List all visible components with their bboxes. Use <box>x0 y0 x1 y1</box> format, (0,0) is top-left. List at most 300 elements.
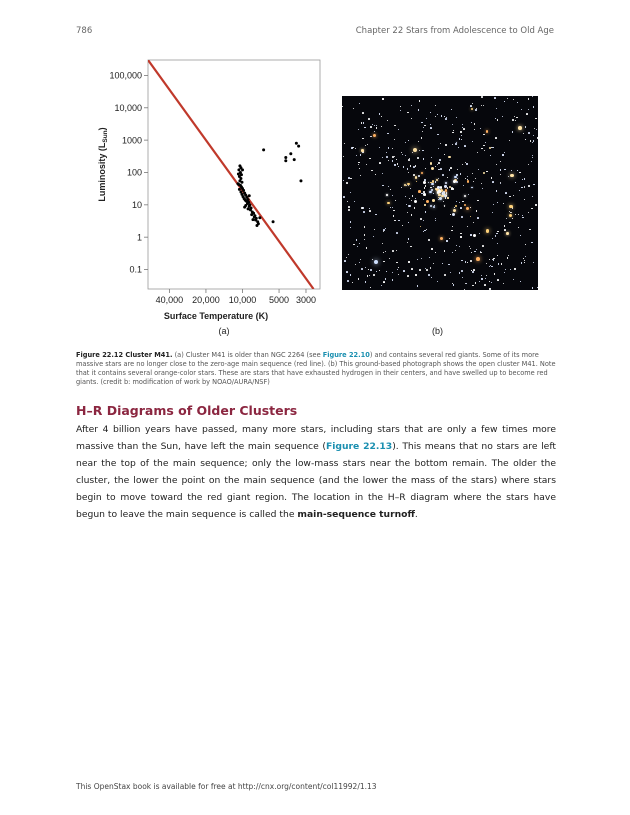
star <box>346 271 348 273</box>
star <box>418 190 421 193</box>
star <box>381 285 382 286</box>
star <box>453 130 454 131</box>
star <box>500 174 501 175</box>
star <box>426 118 427 119</box>
x-tick-label: 40,000 <box>155 295 184 305</box>
star <box>515 120 516 121</box>
star <box>379 147 380 148</box>
star <box>405 196 406 197</box>
star <box>411 268 413 270</box>
star <box>507 257 508 258</box>
star <box>514 268 515 269</box>
star <box>453 284 454 285</box>
star <box>467 180 470 183</box>
star <box>415 165 416 166</box>
star <box>452 226 453 227</box>
star <box>382 173 383 174</box>
star <box>532 142 533 143</box>
star <box>489 266 490 267</box>
star <box>479 233 480 234</box>
star <box>512 119 514 121</box>
star <box>521 187 523 189</box>
star <box>369 208 370 209</box>
star <box>350 274 352 276</box>
star <box>370 136 372 138</box>
star <box>480 128 481 129</box>
star <box>392 160 394 162</box>
star <box>413 148 417 152</box>
caption-text-1: (a) Cluster M41 is older than NGC 2264 (see <box>174 351 323 359</box>
star <box>358 129 359 130</box>
star <box>398 166 399 167</box>
star <box>471 122 472 123</box>
star <box>358 278 359 279</box>
star <box>439 197 442 200</box>
star <box>504 272 505 273</box>
star <box>423 158 424 159</box>
star <box>477 200 478 201</box>
star <box>406 185 407 186</box>
caption-text-2: ) and contains several red giants. Some of its more massive stars are no longer close to the zero-age main sequence (red line). (b) This ground-based photograph shows the open cluster M41. Note that it contains several orange-color stars. These are stars that have exhausted hydrogen in their centers, and have swelled up to become red giants. (credit b: modification of work by NOAO/AURA/NSF) <box>76 351 556 387</box>
star <box>476 108 477 109</box>
star <box>464 145 466 147</box>
star <box>359 243 360 244</box>
star <box>447 177 448 178</box>
star <box>403 270 405 272</box>
star <box>514 116 516 118</box>
star <box>392 279 393 280</box>
star <box>496 108 497 109</box>
star <box>414 200 417 203</box>
star <box>364 226 365 227</box>
y-axis-label: Luminosity $(L_{Sun})$ <box>97 127 109 202</box>
star <box>480 252 482 254</box>
caption-figure-link[interactable]: Figure 22.10 <box>322 351 370 359</box>
x-tick-label: 10,000 <box>228 295 257 305</box>
star <box>376 125 377 126</box>
star <box>474 251 475 252</box>
star <box>443 201 444 202</box>
x-axis-label: Surface Temperature (K) <box>163 311 269 321</box>
star <box>406 204 407 205</box>
star <box>444 116 445 117</box>
star <box>524 199 525 200</box>
star <box>470 216 472 218</box>
star <box>398 274 399 275</box>
figure-caption <box>76 351 556 387</box>
star <box>420 226 421 227</box>
star <box>437 114 438 115</box>
star <box>477 152 478 153</box>
star <box>375 174 376 175</box>
data-point <box>250 213 253 216</box>
data-point <box>241 168 244 171</box>
star <box>458 147 459 148</box>
star <box>407 168 408 169</box>
star <box>483 105 484 106</box>
star <box>471 187 472 188</box>
star <box>481 278 482 279</box>
star <box>517 170 518 171</box>
star <box>433 186 434 187</box>
star <box>451 109 452 110</box>
star <box>473 181 474 182</box>
star <box>428 274 430 276</box>
data-point <box>258 216 261 219</box>
star <box>509 205 512 208</box>
star <box>508 255 509 256</box>
star <box>408 222 409 223</box>
star <box>435 218 436 219</box>
star <box>455 205 457 207</box>
star <box>505 192 507 194</box>
star <box>344 260 346 262</box>
star <box>504 229 506 231</box>
star <box>429 257 430 258</box>
star <box>348 209 350 211</box>
star <box>460 173 462 175</box>
star <box>361 268 363 270</box>
star <box>440 143 441 144</box>
star <box>362 138 363 139</box>
star <box>424 179 426 181</box>
star <box>392 272 393 273</box>
star <box>526 113 528 115</box>
star <box>375 214 376 215</box>
star <box>528 185 530 187</box>
star <box>386 194 388 196</box>
paragraph-key-term: main-sequence turnoff <box>297 508 415 520</box>
star <box>352 282 353 283</box>
star <box>444 185 446 187</box>
star <box>450 214 451 215</box>
star <box>347 280 349 282</box>
star <box>461 216 463 218</box>
star <box>486 263 487 264</box>
star <box>386 152 387 153</box>
star <box>476 210 478 212</box>
star <box>408 205 410 207</box>
star <box>421 137 423 139</box>
star <box>464 204 466 206</box>
star <box>371 170 372 171</box>
star <box>457 169 458 170</box>
star <box>533 140 535 142</box>
star <box>512 218 513 219</box>
star <box>501 263 502 264</box>
data-point <box>284 159 287 162</box>
star <box>431 277 432 278</box>
star <box>435 188 437 190</box>
data-point <box>251 218 254 221</box>
star <box>400 106 401 107</box>
star <box>472 141 473 142</box>
star <box>518 126 522 130</box>
star <box>446 192 448 194</box>
star <box>474 123 476 125</box>
star <box>425 168 426 169</box>
star <box>502 116 503 117</box>
star <box>454 207 455 208</box>
star <box>389 258 390 259</box>
star <box>385 228 386 229</box>
star <box>472 103 473 104</box>
star <box>521 109 522 110</box>
star <box>435 252 436 253</box>
star <box>509 222 510 223</box>
star <box>449 169 451 171</box>
star <box>496 164 497 165</box>
star <box>382 157 383 158</box>
star <box>489 288 490 289</box>
star <box>393 210 394 211</box>
star <box>470 248 471 249</box>
star <box>457 178 458 179</box>
panel-label-a: (a) <box>218 326 230 336</box>
star <box>370 126 372 128</box>
star <box>452 213 455 216</box>
star <box>498 263 499 264</box>
star <box>455 250 456 251</box>
star <box>532 287 533 288</box>
star <box>355 148 356 149</box>
star <box>398 129 399 130</box>
star <box>444 154 445 155</box>
star <box>515 214 516 215</box>
star <box>386 156 388 158</box>
star <box>528 98 529 99</box>
star <box>382 243 383 244</box>
star <box>459 202 460 203</box>
star <box>497 119 498 120</box>
star <box>415 176 417 178</box>
star <box>347 201 348 202</box>
star <box>361 207 363 209</box>
star <box>462 124 463 125</box>
star <box>386 271 387 272</box>
star <box>533 262 534 263</box>
star <box>452 252 453 253</box>
star <box>424 125 425 126</box>
star <box>373 236 374 237</box>
star <box>471 108 474 111</box>
star <box>385 251 386 252</box>
star <box>348 254 349 255</box>
star <box>346 257 347 258</box>
y-tick-label: 10,000 <box>114 102 142 113</box>
star <box>511 212 512 213</box>
star <box>392 250 394 252</box>
star <box>394 156 395 157</box>
star <box>350 221 352 223</box>
star <box>360 259 361 260</box>
star <box>425 211 426 212</box>
star <box>500 169 502 171</box>
star <box>365 267 366 268</box>
star <box>376 271 377 272</box>
section-title: H–R Diagrams of Older Clusters <box>76 403 298 418</box>
y-tick-label: 100 <box>126 167 142 178</box>
star <box>525 244 526 245</box>
star <box>504 152 505 153</box>
star <box>353 108 354 109</box>
star <box>411 200 412 201</box>
star <box>363 122 364 123</box>
star <box>491 282 493 284</box>
star <box>465 178 466 179</box>
data-point <box>237 183 240 186</box>
star <box>525 256 526 257</box>
star <box>472 173 473 174</box>
star <box>356 155 357 156</box>
star <box>524 187 525 188</box>
data-point <box>237 172 240 175</box>
star <box>385 278 386 279</box>
star <box>408 238 410 240</box>
star <box>395 200 396 201</box>
star <box>415 198 416 199</box>
star <box>359 262 360 263</box>
star <box>388 147 389 148</box>
star <box>466 207 470 211</box>
star <box>422 150 424 152</box>
star <box>407 112 409 114</box>
star <box>441 195 443 197</box>
star <box>384 282 385 283</box>
star <box>444 195 446 197</box>
star <box>464 289 465 290</box>
star <box>478 169 479 170</box>
star <box>459 138 460 139</box>
star <box>412 152 413 153</box>
star <box>366 164 367 165</box>
paragraph-figure-link[interactable]: Figure 22.13 <box>325 440 393 452</box>
star <box>387 133 388 134</box>
star <box>510 174 514 178</box>
star <box>374 125 375 126</box>
star <box>537 137 538 138</box>
star <box>456 245 457 246</box>
star <box>359 103 360 104</box>
star <box>392 156 394 158</box>
star <box>368 269 369 270</box>
star <box>410 246 411 247</box>
y-tick-label: 1 <box>136 232 142 243</box>
star <box>382 98 383 99</box>
star <box>490 155 491 156</box>
star <box>421 258 422 259</box>
star <box>493 204 494 205</box>
star <box>403 166 404 167</box>
star <box>533 184 535 186</box>
star <box>383 252 384 253</box>
star <box>474 129 475 130</box>
star <box>419 269 421 271</box>
star <box>418 109 419 110</box>
star <box>495 236 496 237</box>
star <box>444 206 445 207</box>
star <box>456 181 458 183</box>
star <box>408 261 409 262</box>
star <box>471 252 472 253</box>
star <box>475 109 477 111</box>
star <box>344 143 345 144</box>
star <box>433 206 436 209</box>
star <box>435 220 436 221</box>
star <box>489 147 491 149</box>
star <box>381 116 382 117</box>
star <box>358 162 359 163</box>
star <box>507 98 508 99</box>
star <box>505 269 506 270</box>
star <box>430 268 431 269</box>
star <box>394 220 396 222</box>
star <box>430 205 432 207</box>
star <box>532 196 533 197</box>
star <box>462 201 464 203</box>
data-point <box>255 224 258 227</box>
star <box>497 202 498 203</box>
star <box>396 250 397 251</box>
star <box>366 247 367 248</box>
star <box>422 131 423 132</box>
star <box>374 229 375 230</box>
star <box>460 207 462 209</box>
y-tick-label: 1000 <box>121 135 142 146</box>
star <box>528 164 529 165</box>
star <box>413 174 415 176</box>
star <box>504 169 506 171</box>
star <box>431 248 432 249</box>
star <box>508 176 509 177</box>
star <box>497 255 498 256</box>
star <box>390 189 391 190</box>
star <box>525 139 526 140</box>
star <box>447 197 448 198</box>
star <box>486 275 487 276</box>
star <box>500 161 501 162</box>
star <box>413 166 415 168</box>
star <box>536 129 537 130</box>
star <box>402 225 403 226</box>
star <box>513 99 514 100</box>
star <box>481 275 482 276</box>
star <box>462 277 463 278</box>
star <box>453 209 456 212</box>
star <box>470 105 472 107</box>
star <box>379 270 380 271</box>
star <box>455 143 457 145</box>
star <box>353 244 355 246</box>
star <box>424 187 426 189</box>
star <box>483 145 485 147</box>
star <box>383 261 384 262</box>
star <box>456 201 457 202</box>
star <box>407 183 410 186</box>
star <box>430 127 432 129</box>
star <box>418 141 419 142</box>
star <box>532 157 533 158</box>
star <box>357 246 358 247</box>
paragraph-text-1: After 4 billion years have passed, many more stars, including stars that are only a few times more massive than the Sun, have left the main sequence ( <box>76 424 556 452</box>
star <box>369 275 371 277</box>
star <box>444 250 446 252</box>
star <box>397 269 398 270</box>
star <box>511 170 512 171</box>
star <box>346 182 348 184</box>
star <box>430 112 431 113</box>
star <box>494 273 495 274</box>
